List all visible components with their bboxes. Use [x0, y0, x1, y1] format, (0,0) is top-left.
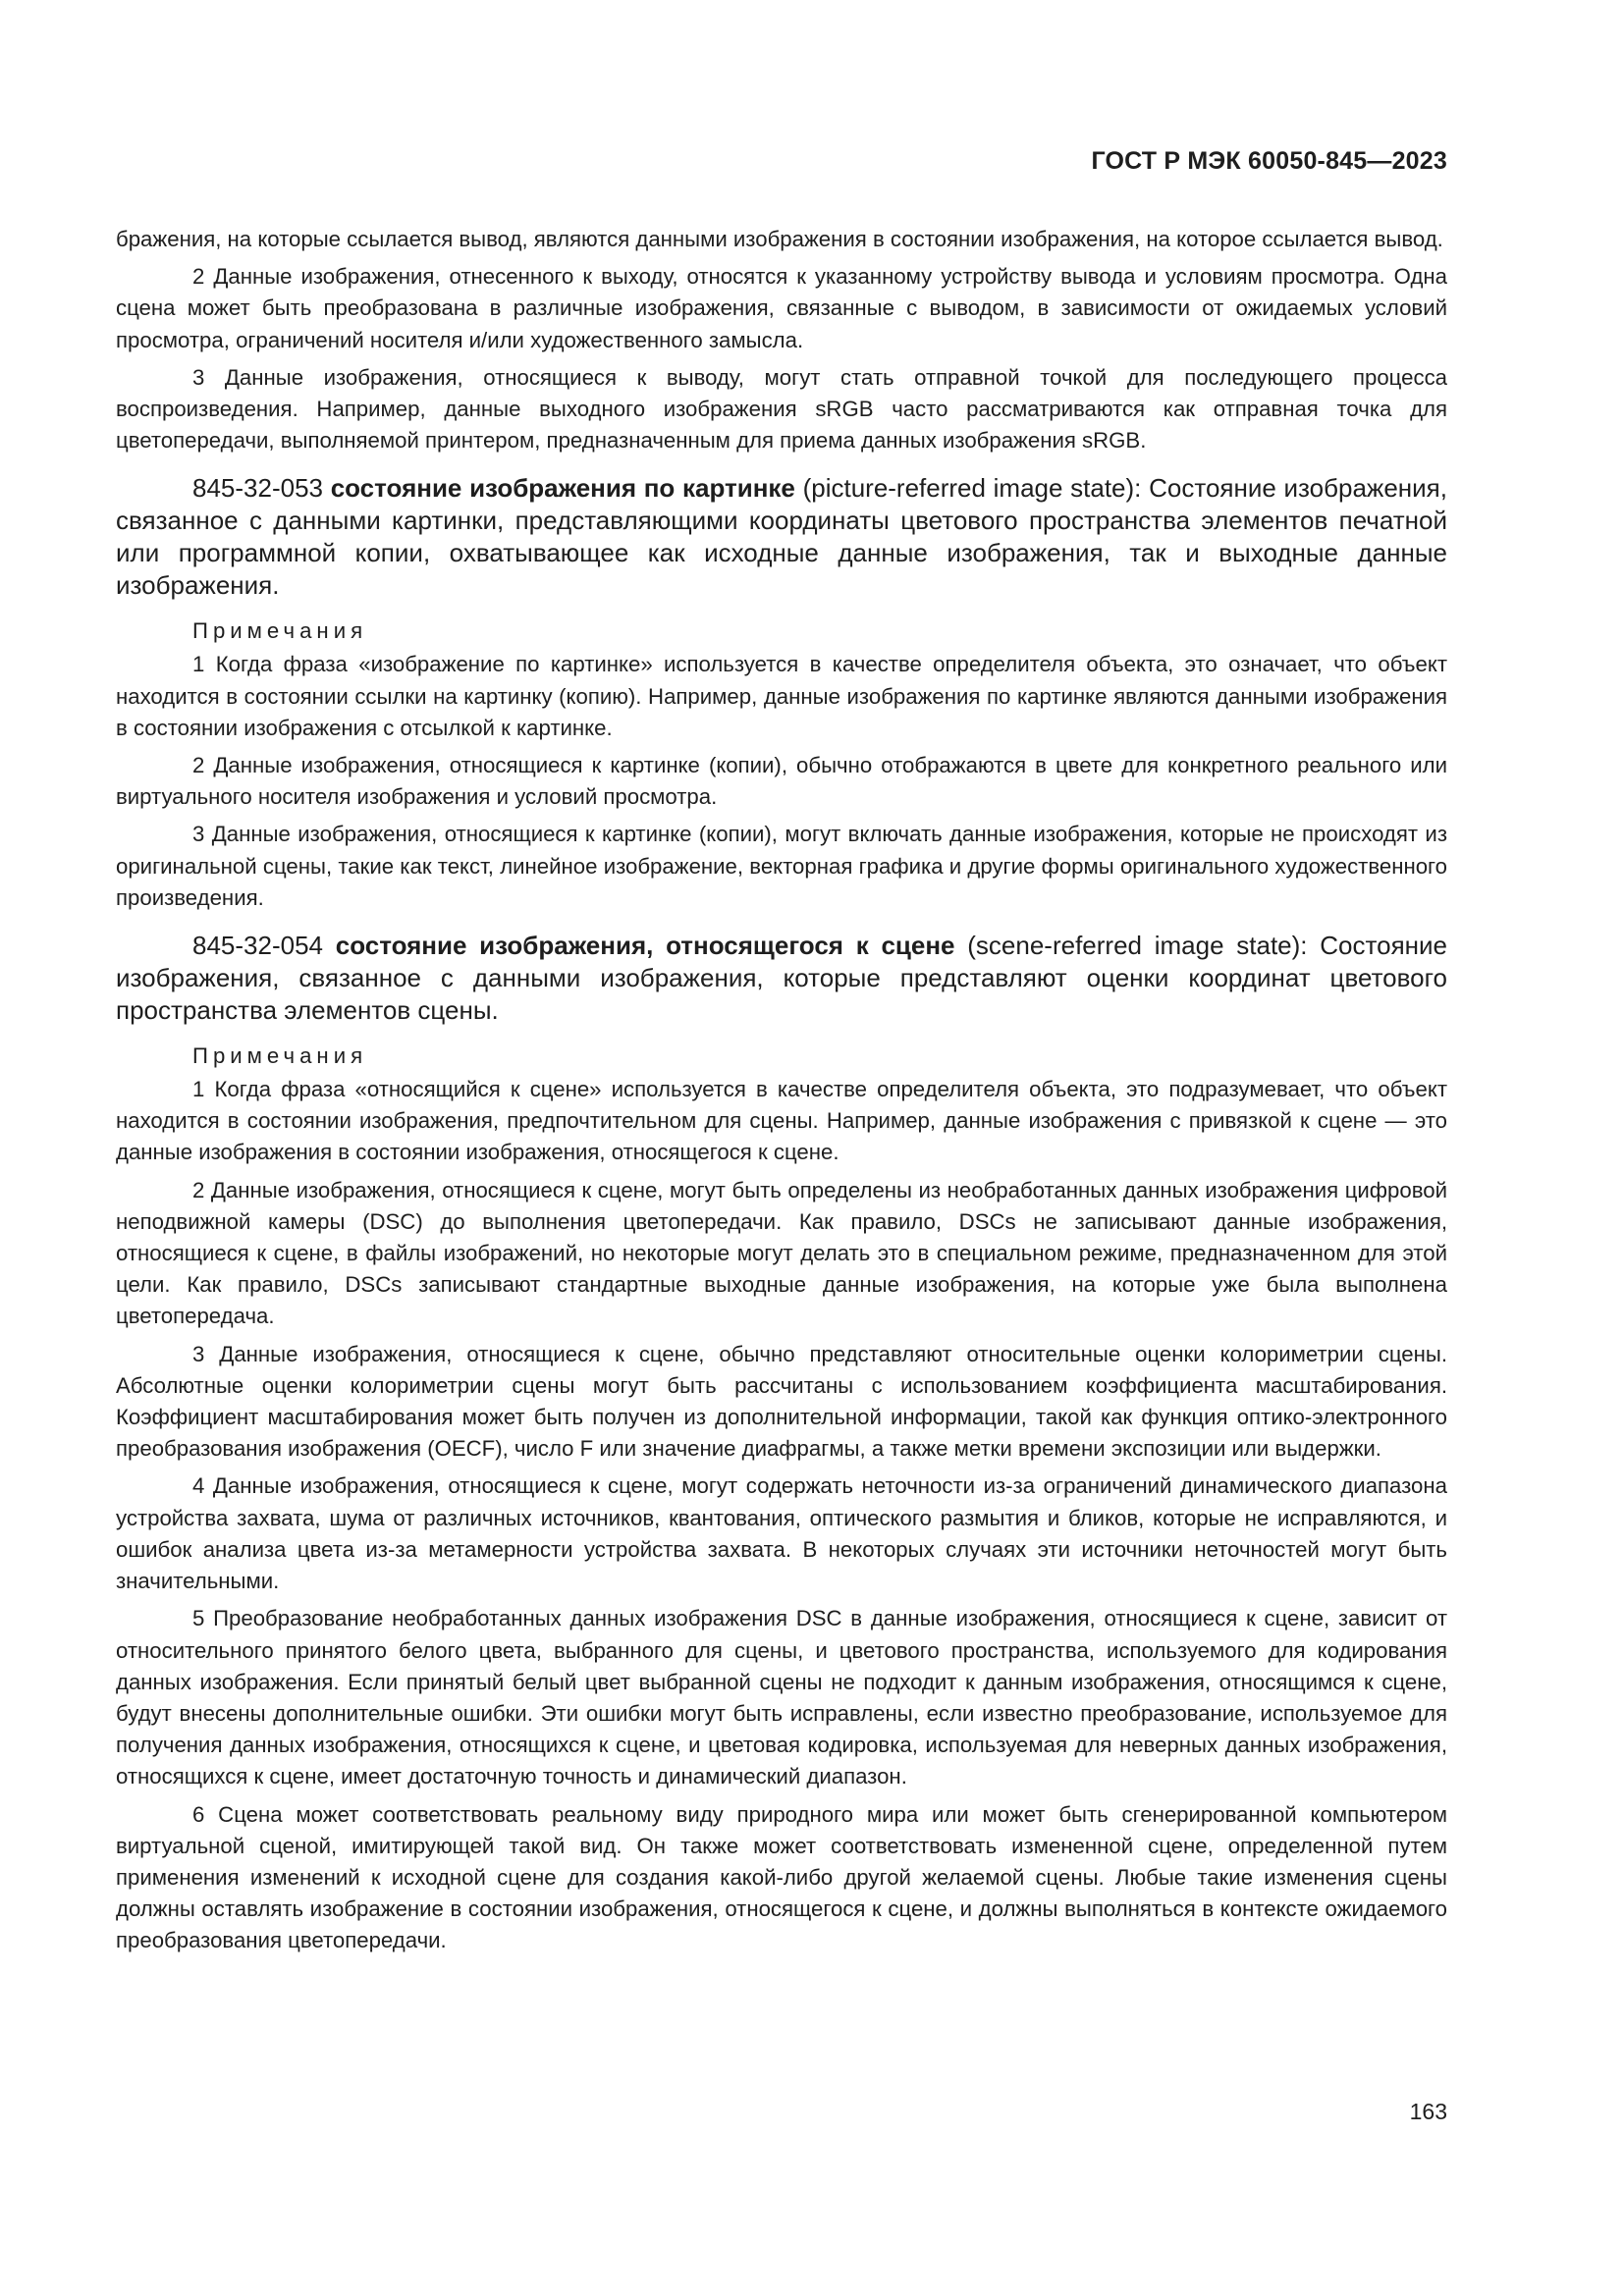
term-number: 845-32-054 — [192, 931, 323, 961]
notes-heading: Примечания — [192, 1043, 368, 1069]
term-name: состояние изображения по картинке — [330, 473, 795, 504]
term-entry-845-32-054 — [116, 930, 1447, 1027]
term-definition: Состояние изображения, связанное с данными картинки, представляющими координаты цветового пространства элементов печатной или программной копии, охватывающее как исходные данные изображения, так и выходные данные изображения. — [116, 473, 1447, 601]
note-paragraph: 1 Когда фраза «изображение по картинке» используется в качестве определителя объекта, это означает, что объект находится в состоянии ссылки на картинку (копию). Например, данные изображения по картинке являются данными изображения в состоянии изображения с отсылкой к картинке. — [116, 652, 1447, 740]
note-paragraph: 1 Когда фраза «относящийся к сцене» используется в качестве определителя объекта, это подразумевает, что объект находится в состоянии изображения, предпочтительном для сцены. Например, данные изображения с привязкой к сцене — это данные изображения в состоянии изображения, относящегося к сцене. — [116, 1077, 1447, 1165]
notes-heading: Примечания — [192, 618, 368, 644]
document-body — [116, 224, 1447, 1963]
note-paragraph: 3 Данные изображения, относящиеся к сцене, обычно представляют относительные оценки колориметрии сцены. Абсолютные оценки колориметрии сцены могут быть рассчитаны с использованием коэффициента масштабирования. Коэффициент масштабирования может быть получен из дополнительной информации, такой как функция оптико-электронного преобразования изображения (OECF), число F или значение диафрагмы, а также метки времени экспозиции или выдержки. — [116, 1341, 1447, 1462]
note-paragraph: бражения, на которые ссылается вывод, являются данными изображения в состоянии изображения, на которое ссылается вывод. — [116, 227, 1443, 251]
term-english: (scene-referred image state): — [967, 931, 1308, 961]
term-english: (picture-referred image state): — [802, 473, 1142, 504]
note-paragraph: 2 Данные изображения, отнесенного к выходу, относятся к указанному устройству вывода и условиям просмотра. Одна сцена может быть преобразована в различные изображения, связанные с выводом, в зависимости от ожидаемых условий просмотра, ограничений носителя и/или художественного замысла. — [116, 264, 1447, 352]
term-definition: Состояние изображения, связанное с данными изображения, которые представляют оценки координат цветового пространства элементов сцены. — [116, 931, 1447, 1026]
note-paragraph: 2 Данные изображения, относящиеся к картинке (копии), обычно отображаются в цвете для конкретного реального или виртуального носителя изображения и условий просмотра. — [116, 753, 1447, 810]
term-entry-845-32-053 — [116, 472, 1447, 602]
note-paragraph: 5 Преобразование необработанных данных изображения DSC в данные изображения, относящиеся к сцене, зависит от относительного принятого белого цвета, выбранного для сцены, и цветового пространства, используемого для кодирования данных изображения. Если принятый белый цвет выбранной сцены не подходит к данным изображения, относящимся к сцене, будут внесены дополнительные ошибки. Эти ошибки могут быть исправлены, если известно преобразование, используемое для получения данных изображения, относящихся к сцене, и цветовая кодировка, используемая для неверных данных изображения, относящихся к сцене, имеет достаточную точность и динамический диапазон. — [116, 1606, 1447, 1789]
note-paragraph: 4 Данные изображения, относящиеся к сцене, могут содержать неточности из-за ограничений динамического диапазона устройства захвата, шума от различных источников, квантования, оптического размытия и бликов, которые не исправляются, и ошибок анализа цвета из-за метамерности устройства захвата. В некоторых случаях эти источники неточностей могут быть значительными. — [116, 1473, 1447, 1594]
note-paragraph: 2 Данные изображения, относящиеся к сцене, могут быть определены из необработанных данных изображения цифровой неподвижной камеры (DSC) до выполнения цветопередачи. Как правило, DSCs не записывают данные изображения, относящиеся к сцене, в файлы изображений, но некоторые могут делать это в специальном режиме, предназначенном для этой цели. Как правило, DSCs записывают стандартные выходные данные изображения, на которые уже была выполнена цветопередача. — [116, 1177, 1447, 1329]
term-number: 845-32-053 — [192, 473, 323, 504]
note-paragraph: 3 Данные изображения, относящиеся к выводу, могут стать отправной точкой для последующего процесса воспроизведения. Например, данные выходного изображения sRGB часто рассматриваются как отправная точка для цветопередачи, выполняемой принтером, предназначенным для приема данных изображения sRGB. — [116, 364, 1447, 454]
page-number: 163 — [1409, 2099, 1447, 2124]
note-paragraph: 3 Данные изображения, относящиеся к картинке (копии), могут включать данные изображения, которые не происходят из оригинальной сцены, такие как текст, линейное изображение, векторная графика и другие формы оригинального художественного произведения. — [116, 822, 1447, 910]
document-header: ГОСТ Р МЭК 60050-845—2023 — [1091, 147, 1447, 175]
term-name: состояние изображения, относящегося к сцене — [335, 931, 955, 961]
note-paragraph: 6 Сцена может соответствовать реальному виду природного мира или может быть сгенерированной компьютером виртуальной сценой, имитирующей такой вид. Он также может соответствовать измененной сцене, определенной путем применения изменений к исходной сцене для создания какой-либо другой желаемой сцены. Любые такие изменения сцены должны оставлять изображение в состоянии изображения, относящегося к сцене, и должны выполняться в контексте ожидаемого преобразования цветопередачи. — [116, 1801, 1447, 1953]
